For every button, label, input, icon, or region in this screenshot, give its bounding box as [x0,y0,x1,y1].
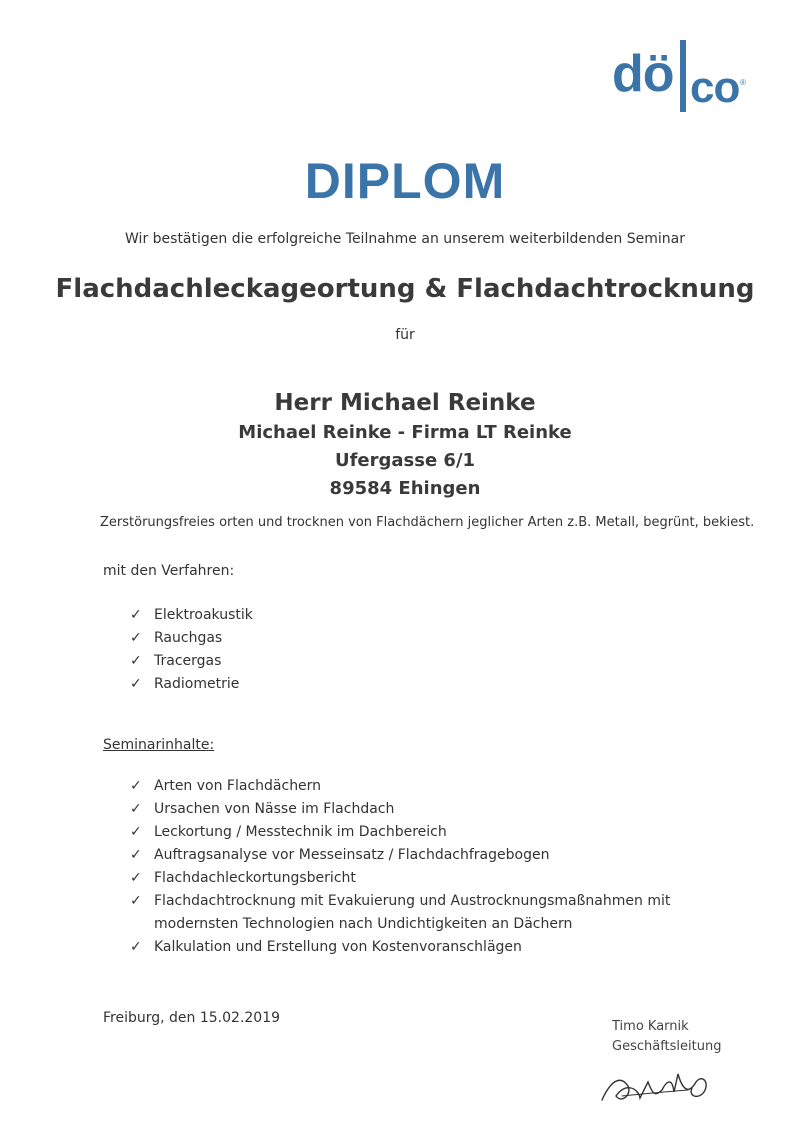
list-item [130,673,253,696]
content-label: Auftragsanalyse vor Messeinsatz / Flachdachfragebogen [154,847,550,863]
recipient-city: 89584 Ehingen [329,478,481,499]
content-label: Leckortung / Messtechnik im Dachbereich [154,824,447,840]
list-item [130,798,690,821]
content-label: Flachdachtrocknung mit Evakuierung und Austrocknungsmaßnahmen mit modernsten Technologien nach Undichtigkeiten an Dächern [154,893,671,932]
recipient-name: Herr Michael Reinke [274,390,536,416]
checkmark-icon: ✓ [130,676,142,692]
list-item [130,936,690,959]
content-label: Arten von Flachdächern [154,778,322,794]
recipient-block [0,388,810,503]
list-item [130,844,690,867]
recipient-company: Michael Reinke - Firma LT Reinke [238,422,572,443]
logo-text-left: dö [612,45,674,103]
content-label: Kalkulation und Erstellung von Kostenvoranschlägen [154,939,522,955]
signatory-name: Timo Karnik [612,1019,689,1034]
list-item [130,627,253,650]
list-item [130,650,253,673]
checkmark-icon: ✓ [130,801,142,817]
course-title: Flachdachleckageortung & Flachdachtrocknung [55,274,755,304]
checkmark-icon: ✓ [130,607,142,623]
course-description: Zerstörungsfreies orten und trocknen von Flachdächern jeglicher Arten z.B. Metall, begrünt, bekiest. [100,515,755,530]
checkmark-icon: ✓ [130,847,142,863]
signatory-role: Geschäftsleitung [612,1039,722,1054]
checkmark-icon: ✓ [130,778,142,794]
contents-heading: Seminarinhalte: [103,737,215,753]
content-label: Ursachen von Nässe im Flachdach [154,801,395,817]
contents-list [130,775,690,959]
methods-intro: mit den Verfahren: [103,563,235,579]
method-label: Tracergas [154,653,222,669]
checkmark-icon: ✓ [130,893,142,909]
confirmation-text: Wir bestätigen die erfolgreiche Teilnahme an unserem weiterbildenden Seminar [125,231,685,247]
checkmark-icon: ✓ [130,653,142,669]
list-item [130,867,690,890]
signatory-block [612,1017,721,1057]
checkmark-icon: ✓ [130,630,142,646]
recipient-street: Ufergasse 6/1 [334,450,476,471]
methods-list [130,604,253,696]
method-label: Elektroakustik [154,607,253,623]
place-date: Freiburg, den 15.02.2019 [103,1010,281,1026]
method-label: Radiometrie [154,676,240,692]
content-label: Flachdachleckortungsbericht [154,870,356,886]
list-item [130,890,690,936]
logo-registered-mark: ® [740,78,746,87]
checkmark-icon: ✓ [130,870,142,886]
logo-bar [680,40,686,112]
doelco-logo [612,38,752,118]
list-item [130,604,253,627]
for-label: für [395,327,415,343]
diploma-title: DIPLOM [304,153,506,209]
list-item [130,775,690,798]
logo-text-right: co [690,63,740,112]
checkmark-icon: ✓ [130,824,142,840]
handwritten-signature [592,1052,722,1112]
method-label: Rauchgas [154,630,223,646]
list-item [130,821,690,844]
checkmark-icon: ✓ [130,939,142,955]
